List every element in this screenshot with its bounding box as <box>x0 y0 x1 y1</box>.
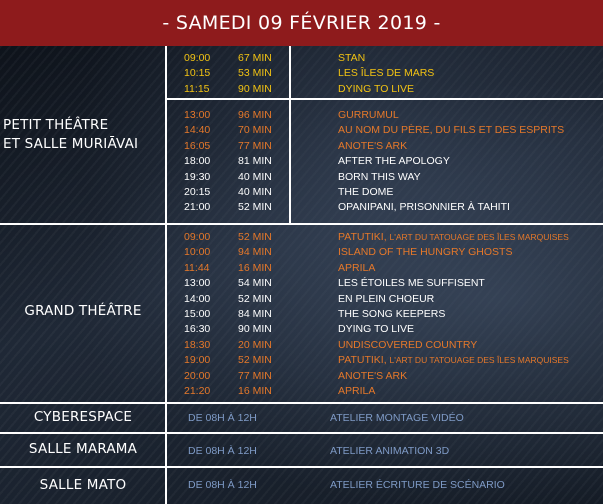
screening-time: 18:00 <box>184 155 211 168</box>
screening-title-main: PATUTIKI, <box>338 231 390 243</box>
screening-time: 13:00 <box>184 109 211 121</box>
screening-title <box>338 199 510 215</box>
screening-duration: 53 MIN <box>238 67 272 80</box>
workshop-hours: DE 08H À 12H <box>188 445 257 457</box>
screening-title <box>338 383 375 399</box>
screening-time: 19:00 <box>184 354 211 367</box>
screening-time: 13:00 <box>184 277 211 290</box>
screening-row <box>166 107 603 123</box>
screening-title <box>338 107 399 123</box>
venue-petit-line2: ET SALLE MURIĀVAI <box>3 136 139 152</box>
screening-title-main: GURRUMUL <box>338 109 399 121</box>
screening-title-main: DYING TO LIVE <box>338 82 415 95</box>
screening-title-subtitle: L'ART DU TATOUAGE DES ÎLES MARQUISES <box>389 355 569 366</box>
venue-salle-marama: SALLE MARAMA <box>28 441 138 457</box>
divider-marama-mato <box>0 466 603 468</box>
workshop-name: ATELIER MONTAGE VIDÉO <box>330 412 464 424</box>
screening-title-main: ANOTE'S ARK <box>338 369 408 382</box>
screening-time: 20:15 <box>184 186 211 198</box>
workshop-row-cyber <box>166 409 603 427</box>
workshop-name: ATELIER ANIMATION 3D <box>330 445 450 457</box>
screening-row <box>166 169 603 185</box>
screening-duration: 94 MIN <box>238 246 272 259</box>
screening-row <box>166 275 603 291</box>
screening-title-main: AFTER THE APOLOGY <box>338 155 450 168</box>
schedule-grid <box>0 46 603 504</box>
screening-row <box>166 50 603 66</box>
screening-time: 14:40 <box>184 124 211 137</box>
screening-title <box>338 169 421 185</box>
screening-title-main: ANOTE'S ARK <box>338 139 408 152</box>
screening-row <box>166 229 603 245</box>
screening-duration: 67 MIN <box>238 52 272 64</box>
screening-duration: 52 MIN <box>238 201 272 214</box>
screening-time: 10:15 <box>184 67 211 80</box>
screening-title <box>338 275 485 291</box>
screening-row <box>166 337 603 353</box>
screening-time: 10:00 <box>184 246 211 259</box>
screening-row <box>166 122 603 138</box>
screening-title-main: OPANIPANI, PRISONNIER À TAHITI <box>338 201 510 214</box>
screening-row <box>166 81 603 97</box>
screening-title <box>338 368 407 384</box>
screening-time: 21:00 <box>184 201 211 214</box>
screening-title-main: UNDISCOVERED COUNTRY <box>338 338 478 351</box>
screening-title-main: LES ÉTOILES ME SUFFISENT <box>338 277 485 290</box>
screening-title-main: EN PLEIN CHOEUR <box>338 292 435 305</box>
venue-petit-theatre <box>0 116 169 154</box>
screening-duration: 52 MIN <box>238 292 272 305</box>
venue-petit-line1: PETIT THÉÂTRE <box>3 117 109 133</box>
screening-row <box>166 138 603 154</box>
screening-title <box>338 138 407 154</box>
screening-title <box>338 184 393 200</box>
screening-row <box>166 184 603 200</box>
screening-time: 15:00 <box>184 308 211 320</box>
screening-title <box>338 65 434 81</box>
screening-time: 16:30 <box>184 323 211 336</box>
screening-row <box>166 306 603 322</box>
screening-title <box>338 352 569 368</box>
venue-cyberespace: CYBERESPACE <box>33 409 133 425</box>
screening-title-main: LES ÎLES DE MARS <box>338 67 435 80</box>
screening-title <box>338 122 564 138</box>
screening-title <box>338 291 434 307</box>
screening-title <box>338 81 414 97</box>
screening-title <box>338 260 375 276</box>
screening-title <box>338 321 414 337</box>
screening-time: 09:00 <box>184 52 211 64</box>
workshop-hours: DE 08H À 12H <box>188 479 257 491</box>
screening-title-main: APRILA <box>338 385 376 397</box>
screening-title-main: APRILA <box>338 261 376 274</box>
screening-time: 16:05 <box>184 139 211 152</box>
screening-row <box>166 244 603 260</box>
screening-title-main: STAN <box>338 52 366 64</box>
screening-duration: 54 MIN <box>238 277 272 290</box>
screening-row <box>166 321 603 337</box>
screening-row <box>166 199 603 215</box>
screening-title-main: THE SONG KEEPERS <box>338 308 446 320</box>
screening-title-main: PATUTIKI, <box>338 354 390 367</box>
screening-row <box>166 260 603 276</box>
workshop-name: ATELIER ÉCRITURE DE SCÉNARIO <box>330 479 505 491</box>
screening-duration: 16 MIN <box>238 261 272 274</box>
screening-time: 14:00 <box>184 292 211 305</box>
workshop-row-mato <box>166 476 603 494</box>
screening-duration: 77 MIN <box>238 369 272 382</box>
screening-row <box>166 65 603 81</box>
screening-duration: 84 MIN <box>238 308 272 320</box>
screening-time: 09:00 <box>184 231 211 243</box>
screening-time: 18:30 <box>184 338 211 351</box>
screening-duration: 40 MIN <box>238 186 272 198</box>
screening-title-main: DYING TO LIVE <box>338 323 415 336</box>
screening-time: 11:15 <box>184 82 210 95</box>
divider-grand-cyber <box>0 402 603 404</box>
screening-time: 20:00 <box>184 369 211 382</box>
venue-grand-theatre: GRAND THÉÂTRE <box>24 303 142 319</box>
screening-title <box>338 244 512 260</box>
workshop-hours: DE 08H À 12H <box>188 412 257 424</box>
divider-morning <box>166 98 603 100</box>
screening-time: 11:44 <box>184 261 210 274</box>
screening-title <box>338 337 477 353</box>
workshop-row-marama <box>166 442 603 460</box>
screening-title-main: ISLAND OF THE HUNGRY GHOSTS <box>338 246 513 259</box>
screening-duration: 40 MIN <box>238 170 272 183</box>
screening-duration: 16 MIN <box>238 385 272 397</box>
screening-row <box>166 291 603 307</box>
screening-time: 21:20 <box>184 385 211 397</box>
date-title: - SAMEDI 09 FÉVRIER 2019 - <box>162 12 441 34</box>
screening-duration: 90 MIN <box>238 82 272 95</box>
screening-row <box>166 352 603 368</box>
divider-cyber-marama <box>0 432 603 434</box>
screening-duration: 52 MIN <box>238 354 272 367</box>
screening-duration: 81 MIN <box>238 155 272 168</box>
screening-title <box>338 229 569 245</box>
screening-title-subtitle: L'ART DU TATOUAGE DES ÎLES MARQUISES <box>389 232 569 242</box>
screening-duration: 96 MIN <box>238 109 272 121</box>
screening-title-main: BORN THIS WAY <box>338 170 421 183</box>
screening-title-main: AU NOM DU PÈRE, DU FILS ET DES ESPRITS <box>338 124 565 137</box>
screening-duration: 90 MIN <box>238 323 272 336</box>
screening-duration: 52 MIN <box>238 231 272 243</box>
screening-duration: 20 MIN <box>238 338 272 351</box>
screening-title-main: THE DOME <box>338 186 394 198</box>
screening-row <box>166 383 603 399</box>
venue-salle-mato: SALLE MATO <box>39 477 127 493</box>
screening-row <box>166 368 603 384</box>
screening-title <box>338 153 450 169</box>
screening-title <box>338 306 445 322</box>
date-banner <box>0 0 603 46</box>
divider-petit-grand <box>0 223 603 225</box>
screening-time: 19:30 <box>184 170 211 183</box>
screening-duration: 70 MIN <box>238 124 272 137</box>
screening-title <box>338 50 365 66</box>
screening-duration: 77 MIN <box>238 139 272 152</box>
screening-row <box>166 153 603 169</box>
